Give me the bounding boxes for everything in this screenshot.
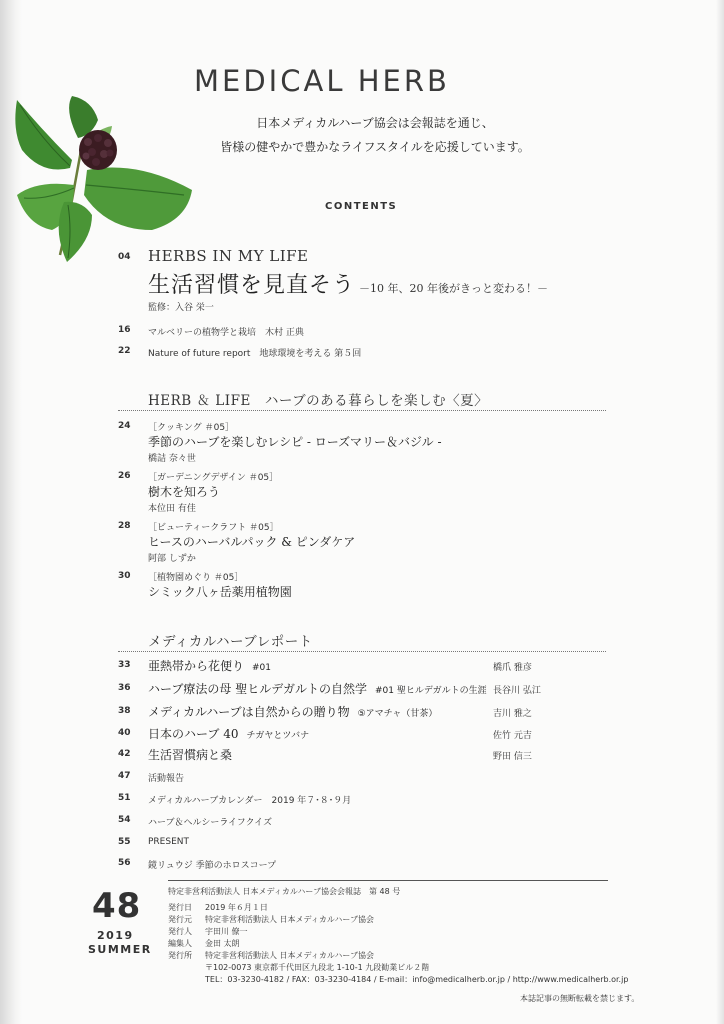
toc-item-subtitle: #01 聖ヒルデガルトの生涯 bbox=[374, 686, 487, 696]
toc-item-author: 橋詰 奈々世 bbox=[148, 454, 196, 464]
feature-english-title: HERBS IN MY LIFE bbox=[148, 247, 309, 265]
toc-item: 鏡リュウジ 季節のホロスコープ bbox=[148, 861, 277, 871]
toc-item: 活動報告 bbox=[148, 774, 185, 784]
toc-page-number: 55 bbox=[118, 837, 131, 847]
colophon-label: 発行日 bbox=[168, 903, 192, 912]
toc-item bbox=[148, 680, 487, 697]
toc-page-number: 51 bbox=[118, 793, 131, 803]
colophon-contact: TEL：03-3230-4182 / FAX：03-3230-4184 / E-mail：info@medicalherb.or.jp / http://www.medicalherb.or.jp bbox=[205, 975, 629, 984]
toc-page-number: 42 bbox=[118, 749, 131, 759]
toc-item-title: 季節のハーブを楽しむレシピ - ローズマリー＆バジル - bbox=[148, 435, 442, 449]
toc-item bbox=[148, 657, 271, 674]
toc-item-title: ヒースのハーバルパック & ピンダケア bbox=[148, 535, 356, 549]
issue-year: 2019 bbox=[97, 929, 134, 942]
toc-item-title: シミック八ヶ岳薬用植物園 bbox=[148, 585, 292, 599]
section-divider bbox=[118, 651, 606, 652]
toc-item-title: 日本のハーブ 40 bbox=[148, 727, 239, 741]
toc-item-author: 野田 信三 bbox=[493, 752, 532, 762]
toc-item-title: 亜熱帯から花便り bbox=[148, 659, 245, 673]
colophon-label: 編集人 bbox=[168, 939, 192, 948]
mulberry-fruit-icon bbox=[79, 130, 117, 170]
toc-page-number: 33 bbox=[118, 660, 131, 670]
colophon-value: 宇田川 僚一 bbox=[205, 927, 248, 936]
page-right-edge-shadow bbox=[716, 0, 724, 1024]
mulberry-branch-icon bbox=[12, 90, 202, 270]
toc-series-label: ［ガーデニングデザイン ＃05］ bbox=[148, 473, 279, 483]
toc-item-title: ハーブ療法の母 聖ヒルデガルトの自然学 bbox=[148, 682, 367, 696]
toc-page-number: 22 bbox=[118, 346, 131, 356]
toc-item-author: 吉川 雅之 bbox=[493, 709, 532, 719]
toc-item: PRESENT bbox=[148, 837, 189, 847]
colophon-divider bbox=[168, 880, 608, 881]
toc-item: ハーブ＆ヘルシーライフクイズ bbox=[148, 818, 272, 828]
tagline-line-2: 皆様の健やかで豊かなライフスタイルを応援しています。 bbox=[220, 140, 530, 154]
issue-number: 48 bbox=[92, 886, 142, 926]
feature-supervisor: 監修：入谷 栄一 bbox=[148, 303, 214, 313]
toc-page-number: 38 bbox=[118, 706, 131, 716]
toc-item-title: メディカルハーブは自然からの贈り物 bbox=[148, 705, 350, 719]
toc-page-number: 56 bbox=[118, 858, 131, 868]
toc-page-number: 30 bbox=[118, 571, 131, 581]
colophon-value: 特定非営利活動法人 日本メディカルハーブ協会 bbox=[205, 915, 374, 924]
feature-page-number: 04 bbox=[118, 252, 131, 262]
toc-page-number: 28 bbox=[118, 521, 131, 531]
masthead-title: MEDICAL HERB bbox=[194, 64, 450, 98]
toc-item-title: 樹木を知ろう bbox=[148, 485, 221, 499]
colophon-value: 2019 年６月１日 bbox=[205, 903, 268, 912]
toc-item-title: 生活習慣病と桑 bbox=[148, 748, 233, 762]
toc-item: Nature of future report 地球環境を考える 第５回 bbox=[148, 349, 362, 359]
toc-item-subtitle: #01 bbox=[252, 663, 272, 673]
toc-series-label: ［ビューティークラフト ＃05］ bbox=[148, 523, 279, 533]
colophon-address: 〒102-0073 東京都千代田区九段北 1-10-1 九段勧業ビル２階 bbox=[205, 963, 430, 972]
toc-series-label: ［クッキング ＃05］ bbox=[148, 423, 235, 433]
toc-page-number: 54 bbox=[118, 815, 131, 825]
section-title-report: メディカルハーブレポート bbox=[148, 634, 313, 650]
colophon-value: 金田 太朗 bbox=[205, 939, 240, 948]
toc-item-author: 阿部 しずか bbox=[148, 554, 196, 564]
contents-heading: CONTENTS bbox=[325, 201, 398, 212]
toc-item-subtitle: チガヤとツバナ bbox=[246, 731, 310, 741]
toc-page-number: 47 bbox=[118, 771, 131, 781]
toc-page-number: 40 bbox=[118, 728, 131, 738]
toc-page-number: 16 bbox=[118, 325, 131, 335]
colophon-publication: 特定非営利活動法人 日本メディカルハーブ協会会報誌 第 48 号 bbox=[168, 887, 401, 896]
toc-item: マルベリーの植物学と栽培 木村 正典 bbox=[148, 328, 304, 338]
colophon-label: 発行人 bbox=[168, 927, 192, 936]
toc-item-author: 本位田 有佳 bbox=[148, 504, 196, 514]
feature-title bbox=[148, 268, 548, 299]
toc-series-label: ［植物園めぐり ＃05］ bbox=[148, 573, 244, 583]
section-divider bbox=[118, 410, 606, 411]
copyright-notice: 本誌記事の無断転載を禁じます。 bbox=[520, 994, 640, 1003]
toc-item: メディカルハーブカレンダー 2019 年７･８･９月 bbox=[148, 796, 352, 806]
toc-page-number: 26 bbox=[118, 471, 131, 481]
toc-item-author: 佐竹 元吉 bbox=[493, 731, 532, 741]
toc-item-subtitle: ⑤アマチャ（甘茶） bbox=[357, 709, 438, 719]
tagline bbox=[210, 111, 540, 159]
toc-page-number: 24 bbox=[118, 421, 131, 431]
colophon-label: 発行所 bbox=[168, 951, 192, 960]
tagline-line-1: 日本メディカルハーブ協会は会報誌を通じ、 bbox=[256, 116, 494, 130]
section-title-herb-life: HERB ＆ LIFE ハーブのある暮らしを楽しむ〈夏〉 bbox=[148, 393, 489, 409]
issue-season: SUMMER bbox=[88, 943, 152, 956]
toc-item bbox=[148, 725, 309, 742]
toc-page-number: 36 bbox=[118, 683, 131, 693]
feature-subtitle: －10 年、20 年後がきっと変わる！－ bbox=[359, 282, 549, 295]
colophon-label: 発行元 bbox=[168, 915, 192, 924]
toc-item-author: 橋爪 雅彦 bbox=[493, 663, 532, 673]
toc-item bbox=[148, 703, 437, 720]
toc-item-author: 長谷川 弘江 bbox=[493, 686, 541, 696]
colophon-value: 特定非営利活動法人 日本メディカルハーブ協会 bbox=[205, 951, 374, 960]
feature-japanese-title: 生活習慣を見直そう bbox=[148, 273, 356, 298]
